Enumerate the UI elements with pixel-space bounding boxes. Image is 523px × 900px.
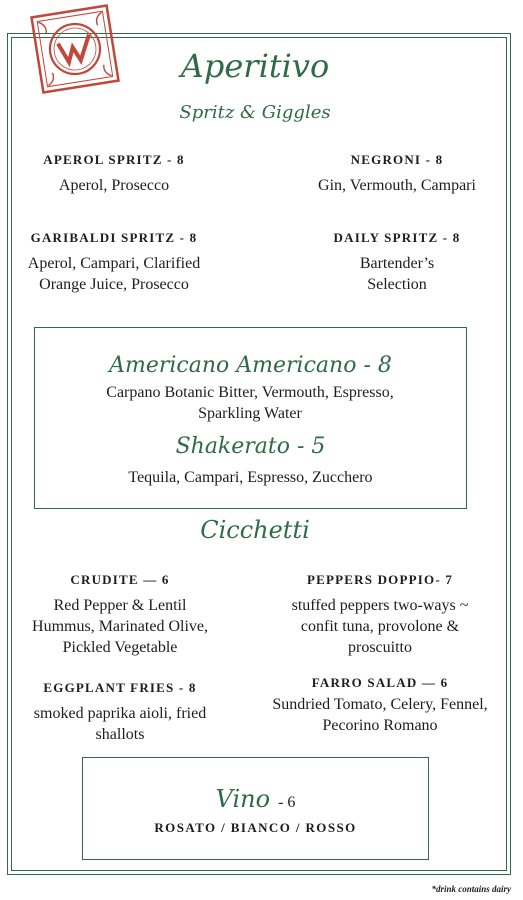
item-desc: Gin, Vermouth, Campari bbox=[318, 177, 476, 194]
featured-name: Shakerato - 5 bbox=[175, 434, 326, 459]
item-desc: Red Pepper & Lentil Hummus, Marinated Olive, Pickled Vegetable bbox=[32, 597, 208, 656]
footnote: *drink contains dairy bbox=[431, 884, 511, 894]
vv-logo-icon bbox=[29, 3, 121, 95]
item-desc: Bartender’s Selection bbox=[359, 255, 435, 293]
list-item bbox=[270, 674, 490, 736]
featured-name: Americano Americano - 8 bbox=[109, 353, 392, 378]
list-item bbox=[20, 679, 220, 745]
item-name: FARRO SALAD — 6 bbox=[311, 675, 449, 690]
featured-desc: Tequila, Campari, Espresso, Zucchero bbox=[128, 469, 373, 486]
item-name: EGGPLANT FRIES - 8 bbox=[43, 680, 197, 695]
list-item bbox=[292, 151, 502, 196]
list-item bbox=[322, 229, 472, 295]
item-desc: Aperol, Campari, Clarified Orange Juice, Prosecco bbox=[27, 255, 201, 293]
vino-options: ROSATO / BIANCO / ROSSO bbox=[154, 820, 357, 835]
menu-subtitle: Spritz & Giggles bbox=[179, 102, 331, 123]
vino-name: Vino bbox=[215, 785, 271, 813]
list-item bbox=[14, 229, 214, 295]
item-name: APEROL SPRITZ - 8 bbox=[43, 152, 185, 167]
section-title-cicchetti: Cicchetti bbox=[200, 516, 310, 544]
list-item bbox=[20, 571, 220, 658]
menu-title: Aperitivo bbox=[180, 47, 330, 85]
item-desc: stuffed peppers two-ways ~ confit tuna, provolone & proscuitto bbox=[291, 597, 469, 656]
item-desc: Sundried Tomato, Celery, Fennel, Pecorino Romano bbox=[272, 696, 488, 734]
vino-heading bbox=[82, 785, 429, 813]
list-item bbox=[280, 571, 480, 658]
item-name: GARIBALDI SPRITZ - 8 bbox=[30, 230, 198, 245]
item-name: CRUDITE — 6 bbox=[70, 572, 170, 587]
item-name: NEGRONI - 8 bbox=[350, 152, 444, 167]
list-item bbox=[14, 151, 214, 196]
item-name: PEPPERS DOPPIO- 7 bbox=[306, 572, 454, 587]
item-desc: Aperol, Prosecco bbox=[58, 177, 170, 194]
vino-price: - 6 bbox=[274, 794, 296, 811]
featured-desc: Carpano Botanic Bitter, Vermouth, Espresso, Sparkling Water bbox=[106, 384, 394, 422]
item-desc: smoked paprika aioli, fried shallots bbox=[33, 705, 207, 743]
item-name: DAILY SPRITZ - 8 bbox=[333, 230, 461, 245]
